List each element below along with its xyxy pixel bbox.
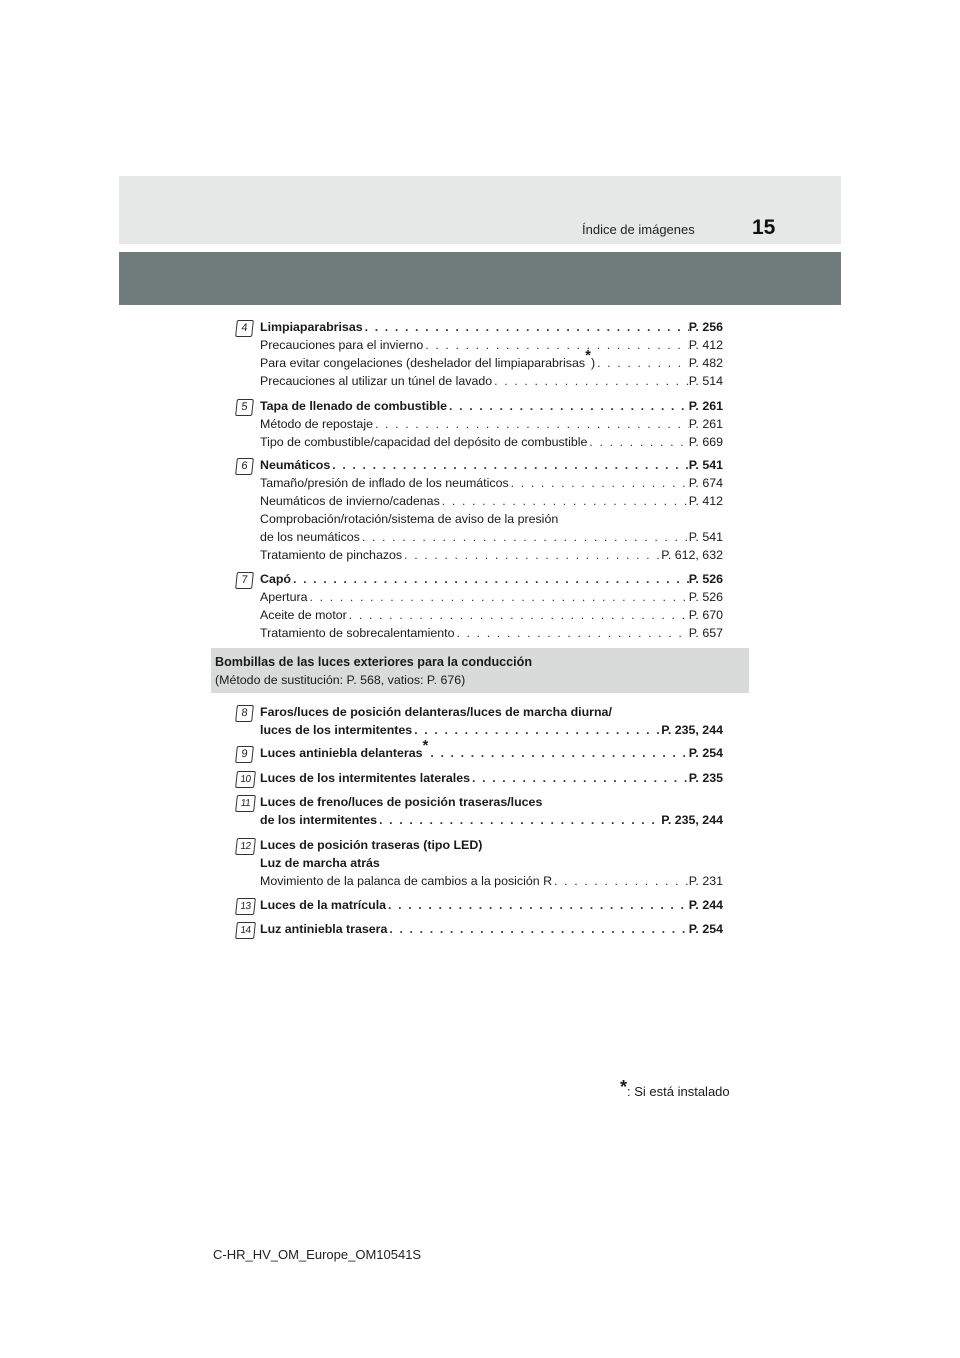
dot-leader xyxy=(291,570,689,588)
entry-label: Tipo de combustible/capacidad del depósito de combustible xyxy=(260,435,588,449)
index-entry xyxy=(260,624,723,642)
dot-leader xyxy=(440,492,689,510)
dot-leader xyxy=(587,433,688,451)
page-reference[interactable]: P. 526 xyxy=(688,590,723,604)
item-number-badge: 12 xyxy=(235,838,256,855)
item-number-badge: 13 xyxy=(235,898,256,915)
index-entry xyxy=(260,872,723,890)
footnote-star: * xyxy=(620,1077,628,1097)
dot-leader xyxy=(447,397,689,415)
entry-label: luces de los intermitentes xyxy=(260,723,413,737)
document-code: C-HR_HV_OM_Europe_OM10541S xyxy=(213,1247,422,1262)
dot-leader xyxy=(330,456,689,474)
entry-label: Luces de los intermitentes laterales xyxy=(260,771,471,785)
index-entry xyxy=(260,920,723,938)
entry-label: Movimiento de la palanca de cambios a la posición R xyxy=(260,874,553,888)
footnote-text: : Si está instalado xyxy=(627,1084,730,1099)
index-entry xyxy=(260,456,723,474)
dot-leader xyxy=(412,721,661,739)
item-number-badge: 5 xyxy=(235,399,254,416)
entry-label: Para evitar congelaciones (deshelador del limpiaparabrisas*) xyxy=(260,346,596,370)
dot-leader xyxy=(552,872,689,890)
bulbs-section-subtitle: (Método de sustitución: P. 568, vatios: P. 676) xyxy=(215,673,466,687)
index-entry-text: Luz de marcha atrás xyxy=(260,856,380,870)
page-reference[interactable]: P. 235 xyxy=(688,771,723,785)
page-reference[interactable]: P. 514 xyxy=(688,374,723,388)
index-entry xyxy=(260,336,723,354)
dot-leader xyxy=(360,528,689,546)
index-entry xyxy=(260,372,723,390)
dot-leader xyxy=(377,811,661,829)
index-entry xyxy=(260,769,723,787)
bulbs-section-title: Bombillas de las luces exteriores para la conducción xyxy=(215,655,533,669)
dot-leader xyxy=(428,744,688,762)
entry-label: Precauciones al utilizar un túnel de lavado xyxy=(260,374,493,388)
item-number-badge: 11 xyxy=(235,795,256,812)
dot-leader xyxy=(347,606,689,624)
item-number-badge: 8 xyxy=(235,705,254,722)
entry-label: Neumáticos de invierno/cadenas xyxy=(260,494,440,508)
page-reference[interactable]: P. 231 xyxy=(688,874,723,888)
index-entry xyxy=(260,896,723,914)
entry-label: Tratamiento de sobrecalentamiento xyxy=(260,626,455,640)
page-reference[interactable]: P. 254 xyxy=(688,922,723,936)
item-number-badge: 10 xyxy=(235,771,256,788)
dot-leader xyxy=(509,474,689,492)
index-entry xyxy=(260,721,723,739)
footnote xyxy=(620,1077,730,1101)
dot-leader xyxy=(470,769,689,787)
entry-label: Luces de la matrícula xyxy=(260,898,387,912)
page-reference[interactable]: P. 669 xyxy=(688,435,723,449)
entry-label: Aceite de motor xyxy=(260,608,347,622)
index-entry xyxy=(260,570,723,588)
item-number-badge: 9 xyxy=(235,746,254,763)
page-reference[interactable]: P. 674 xyxy=(688,476,723,490)
entry-label: Método de repostaje xyxy=(260,417,373,431)
page-reference[interactable]: P. 254 xyxy=(688,746,723,760)
index-entry xyxy=(260,318,723,336)
index-entry-text: Faros/luces de posición delanteras/luces de marcha diurna/ xyxy=(260,705,612,719)
entry-label: Tapa de llenado de combustible xyxy=(260,399,448,413)
entry-label: Precauciones para el invierno xyxy=(260,338,424,352)
dot-leader xyxy=(387,920,688,938)
item-number-badge: 14 xyxy=(235,922,256,939)
index-entry xyxy=(260,415,723,433)
item-number-badge: 6 xyxy=(235,458,254,475)
index-entry xyxy=(260,588,723,606)
page-reference[interactable]: P. 526 xyxy=(688,572,723,586)
header-band xyxy=(119,176,841,244)
page-reference[interactable]: P. 657 xyxy=(688,626,723,640)
page-reference[interactable]: P. 235, 244 xyxy=(661,813,723,827)
page-reference[interactable]: P. 261 xyxy=(688,417,723,431)
index-entry xyxy=(260,346,723,372)
entry-label: Luz antiniebla trasera xyxy=(260,922,388,936)
page-reference[interactable]: P. 482 xyxy=(688,356,723,370)
page-reference[interactable]: P. 541 xyxy=(688,530,723,544)
dot-leader xyxy=(363,318,689,336)
entry-label: Tratamiento de pinchazos xyxy=(260,548,403,562)
page-reference[interactable]: P. 412 xyxy=(688,494,723,508)
entry-label: Apertura xyxy=(260,590,308,604)
dot-leader xyxy=(492,372,689,390)
dot-leader xyxy=(308,588,689,606)
section-label: Índice de imágenes xyxy=(582,222,695,237)
optional-star: * xyxy=(422,736,429,754)
index-entry xyxy=(260,528,723,546)
dot-leader xyxy=(386,896,689,914)
entry-label: de los neumáticos xyxy=(260,530,360,544)
dot-leader xyxy=(373,415,689,433)
title-band xyxy=(119,252,841,305)
dot-leader xyxy=(454,624,688,642)
index-entry-text: Comprobación/rotación/sistema de aviso de la presión xyxy=(260,512,559,526)
index-entry xyxy=(260,811,723,829)
page-reference[interactable]: P. 412 xyxy=(688,338,723,352)
item-number-badge: 4 xyxy=(235,320,254,337)
page-reference[interactable]: P. 612, 632 xyxy=(661,548,723,562)
entry-label: Capó xyxy=(260,572,291,586)
dot-leader xyxy=(402,546,661,564)
entry-label: Limpiaparabrisas xyxy=(260,320,363,334)
entry-label: Luces antiniebla delanteras* xyxy=(260,736,429,760)
optional-star: * xyxy=(585,346,591,364)
page-reference[interactable]: P. 244 xyxy=(688,898,723,912)
item-number-badge: 7 xyxy=(235,572,254,589)
entry-label: de los intermitentes xyxy=(260,813,378,827)
page-reference[interactable]: P. 235, 244 xyxy=(661,723,723,737)
index-entry xyxy=(260,606,723,624)
index-entry-text: Luces de freno/luces de posición traseras/luces xyxy=(260,795,543,809)
page-reference[interactable]: P. 261 xyxy=(688,399,723,413)
index-entry xyxy=(260,433,723,451)
index-entry xyxy=(260,736,723,762)
index-entry-text: Luces de posición traseras (tipo LED) xyxy=(260,838,483,852)
entry-label: Neumáticos xyxy=(260,458,331,472)
page-number: 15 xyxy=(752,216,776,239)
dot-leader xyxy=(423,336,689,354)
page-reference[interactable]: P. 670 xyxy=(688,608,723,622)
index-entry xyxy=(260,474,723,492)
index-entry xyxy=(260,397,723,415)
page-reference[interactable]: P. 256 xyxy=(688,320,723,334)
entry-label: Tamaño/presión de inflado de los neumáticos xyxy=(260,476,509,490)
page-reference[interactable]: P. 541 xyxy=(688,458,723,472)
index-entry xyxy=(260,546,723,564)
dot-leader xyxy=(595,354,689,372)
index-entry xyxy=(260,492,723,510)
